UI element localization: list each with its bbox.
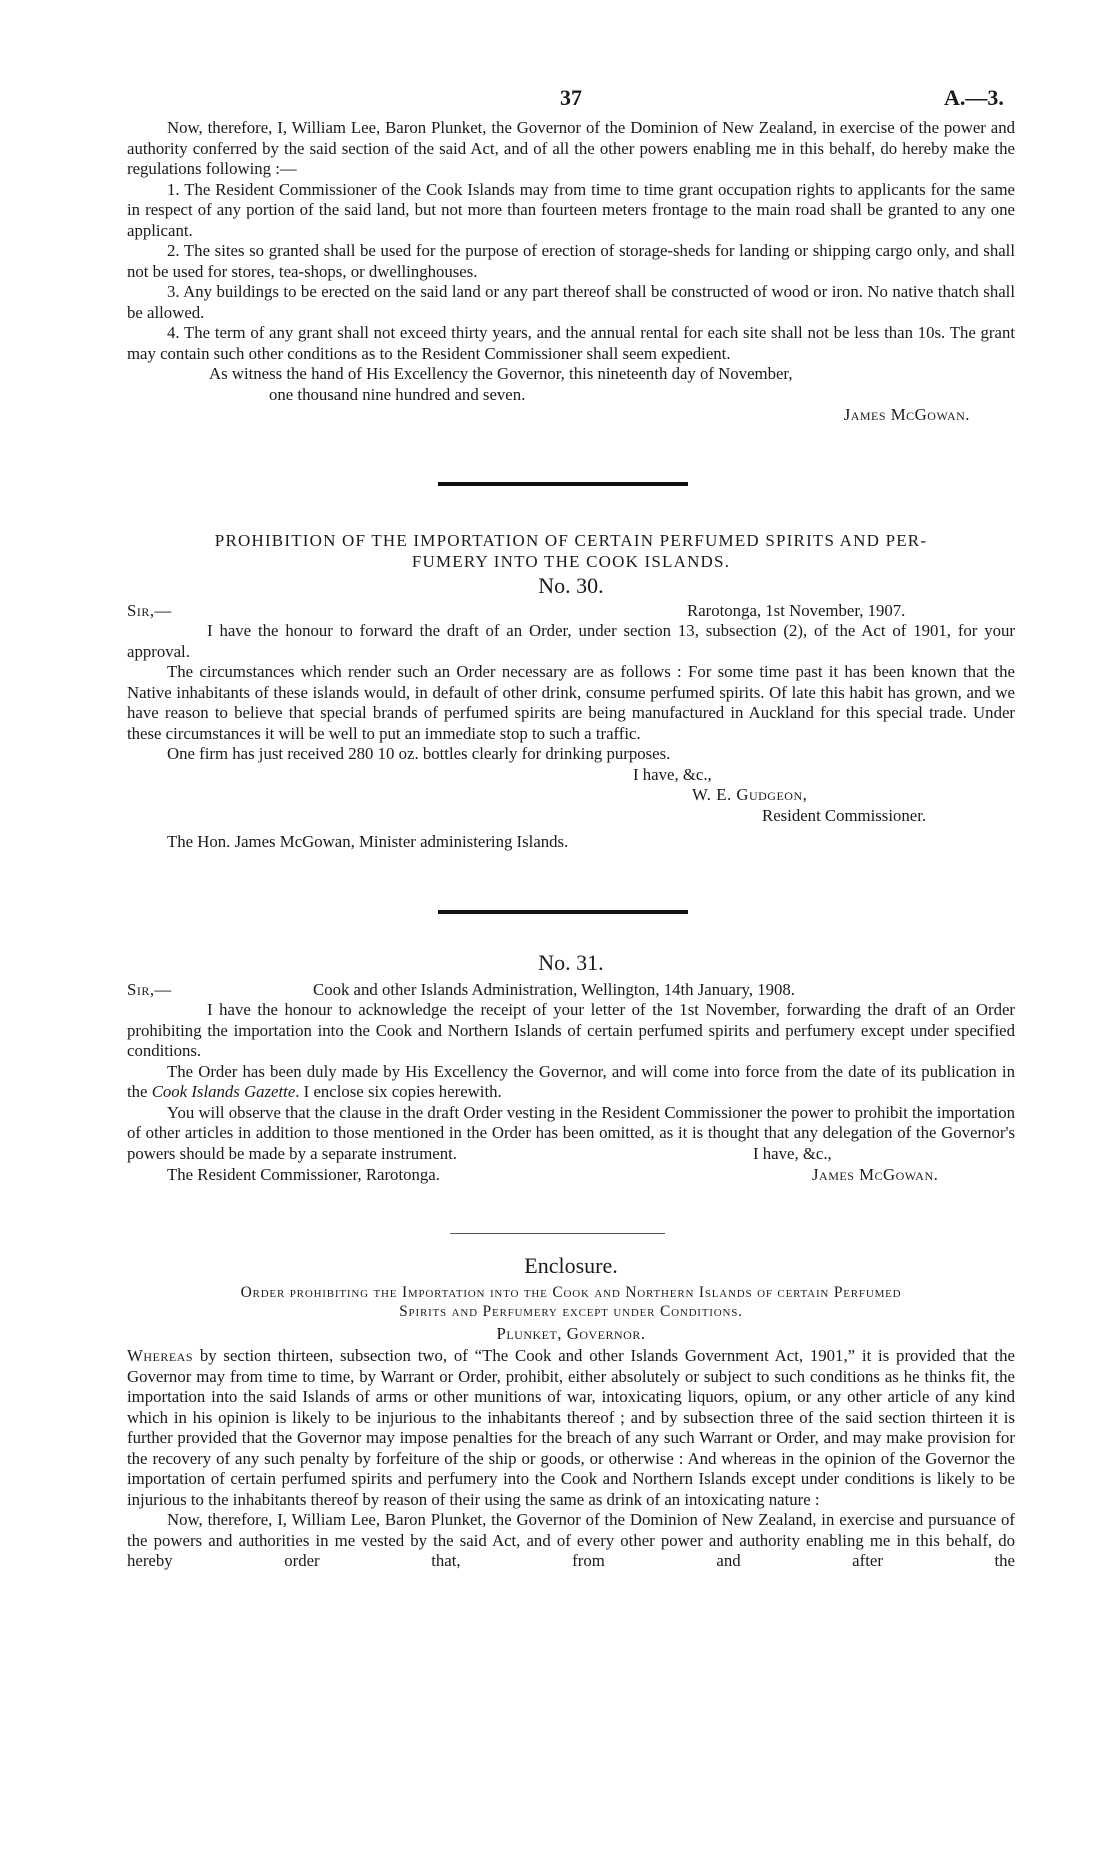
enclosure-divider [450, 1233, 665, 1234]
no-31-paragraph-2 [127, 1062, 1015, 1103]
regulation-item-3: 3. Any buildings to be erected on the said land or any part thereof shall be constructed of wood or iron. No native thatch shall be allowed. [127, 282, 1015, 322]
regulation-item-1: 1. The Resident Commissioner of the Cook Islands may from time to time grant occupation rights to applicants for the same in respect of any portion of the said land, but not more than fourteen meters frontage to the main road shall be granted to any one applicant. [127, 179, 1015, 240]
enclosure-body [127, 1346, 1015, 1572]
no-30-addressee: The Hon. James McGowan, Minister administering Islands. [167, 832, 569, 851]
no-31-closing: I have, &c., [753, 1144, 832, 1163]
section-title-line-2: FUMERY INTO THE COOK ISLANDS. [411, 552, 731, 571]
no-30-place-date: Rarotonga, 1st November, 1907. [687, 601, 906, 620]
no-30-paragraph-2: The circumstances which render such an Order necessary are as follows : For some time past it has been known that the Native inhabitants of these islands would, in default of other drink, consume perfumed spirits. Of late this habit has grown, and we have reason to believe that special brands of perfumed spirits are being manufactured in Auckland for this special trade. Under these circumstances it will be well to put an immediate stop to such a traffic. [127, 662, 1015, 743]
no-31-heading: No. 31. [538, 950, 604, 975]
letter-no-30 [127, 601, 1015, 853]
whereas-lead: Whereas [127, 1346, 194, 1365]
no-31-paragraph-3: You will observe that the clause in the draft Order vesting in the Resident Commissioner the power to prohibit the importation of other articles in addition to those mentioned in the Order has been omitted, as it is thought that any delegation of the Governor's powers should be made by a separate instrument. [127, 1102, 1015, 1163]
witness-line-2: one thousand nine hundred and seven. [269, 384, 526, 404]
letter-no-31 [127, 980, 1015, 1185]
no-31-paragraph-2-text-b: . I enclose six copies herewith. [295, 1082, 502, 1101]
whereas-body: by section thirteen, subsection two, of “The Cook and other Islands Government Act, 1901,” it is provided that the Governor may from time to time, by Warrant or Order, prohibit, either absolutely or subject to such conditions as he thinks fit, the importation into the said Islands of arms or other munitions of war, intoxicating liquors, opium, or any other article of any kind which in his opinion is likely to be injurious to the inhabitants thereof ; and by subsection three of the said section thirteen it is further provided that the Governor may impose penalties for the breach of any such Warrant or Order, and may make provision for the recovery of any such penalty by forfeiture of the ship or goods, or otherwise : And whereas in the opinion of the Governor the importation of certain perfumed spirits and perfumery into the Cook and Northern Islands except under conditions is likely to be injurious to the inhabitants thereof by reason of their using the same as drink of an intoxicating nature : [127, 1346, 1015, 1509]
no-30-closing: I have, &c., [633, 764, 712, 784]
no-30-paragraph-1: I have the honour to forward the draft of an Order, under section 13, subsection (2), of the Act of 1901, for your approval. [127, 621, 1015, 661]
governor-name: Plunket, Governor. [496, 1324, 646, 1343]
no-30-signer [127, 785, 1015, 806]
regulations-signature: James McGowan. [843, 405, 970, 424]
no-30-signer-name: W. E. Gudgeon, [692, 785, 808, 804]
regulation-item-4: 4. The term of any grant shall not exceed thirty years, and the annual rental for each site shall not be less than 10s. The grant may contain such other conditions as to the Resident Commissioner shall seem expedient. [127, 323, 1015, 363]
no-31-paragraph-2-text-a: The Order has been duly made by His Excellency the Governor, and will come into force from the date of its publication in the [127, 1061, 1015, 1101]
no-31-salutation: Sir,— [127, 980, 172, 999]
no-30-salutation: Sir,— [127, 601, 172, 620]
section-title-line-1: PROHIBITION OF THE IMPORTATION OF CERTAIN PERFUMED SPIRITS AND PER- [214, 531, 928, 550]
page-header [0, 85, 1114, 116]
document-reference: A.—3. [944, 85, 1004, 110]
regulations-section [127, 118, 1015, 426]
no-31-addressee: The Resident Commissioner, Rarotonga. [167, 1164, 440, 1184]
enclosure-title-line-2: Spirits and Perfumery except under Conditions. [399, 1303, 743, 1320]
whereas-paragraph [127, 1346, 1015, 1510]
section-title [127, 530, 1015, 572]
no-31-signer: James McGowan. [812, 1164, 939, 1184]
no-30-signer-title: Resident Commissioner. [762, 805, 927, 825]
now-therefore-paragraph: Now, therefore, I, William Lee, Baron Plunket, the Governor of the Dominion of New Zealand, in exercise and pursuance of the powers and authorities in me vested by the said Act, and of every other power and authority enabling me in this behalf, do hereby order that, from and after the [127, 1510, 1015, 1570]
no-30-paragraph-3: One firm has just received 280 10 oz. bottles clearly for drinking purposes. [167, 744, 671, 763]
gazette-title: Cook Islands Gazette [151, 1082, 296, 1101]
enclosure-governor [127, 1324, 1015, 1345]
no-30-heading: No. 30. [538, 573, 604, 598]
enclosure-heading: Enclosure. [524, 1253, 618, 1278]
section-divider-2 [438, 910, 688, 914]
section-divider [438, 482, 688, 486]
page-number: 37 [560, 85, 582, 110]
enclosure-title [127, 1283, 1015, 1321]
enclosure-title-line-1: Order prohibiting the Importation into the Cook and Northern Islands of certain Perfumed [240, 1284, 902, 1301]
no-31-paragraph-1: I have the honour to acknowledge the receipt of your letter of the 1st November, forwarding the draft of an Order prohibiting the importation into the Cook and Northern Islands of certain perfumed spirits and perfumery except under specified conditions. [127, 1000, 1015, 1060]
regulations-intro: Now, therefore, I, William Lee, Baron Plunket, the Governor of the Dominion of New Zealand, in exercise of the power and authority conferred by the said section of the said Act, and of all the other powers enabling me in this behalf, do hereby make the regulations following :— [127, 118, 1015, 178]
regulation-item-2: 2. The sites so granted shall be used for the purpose of erection of storage-sheds for landing or shipping cargo only, and shall not be used for stores, tea-shops, or dwellinghouses. [127, 241, 1015, 281]
no-31-place-date: Cook and other Islands Administration, Wellington, 14th January, 1908. [313, 980, 795, 999]
witness-line-1: As witness the hand of His Excellency the Governor, this nineteenth day of November, [209, 364, 793, 383]
